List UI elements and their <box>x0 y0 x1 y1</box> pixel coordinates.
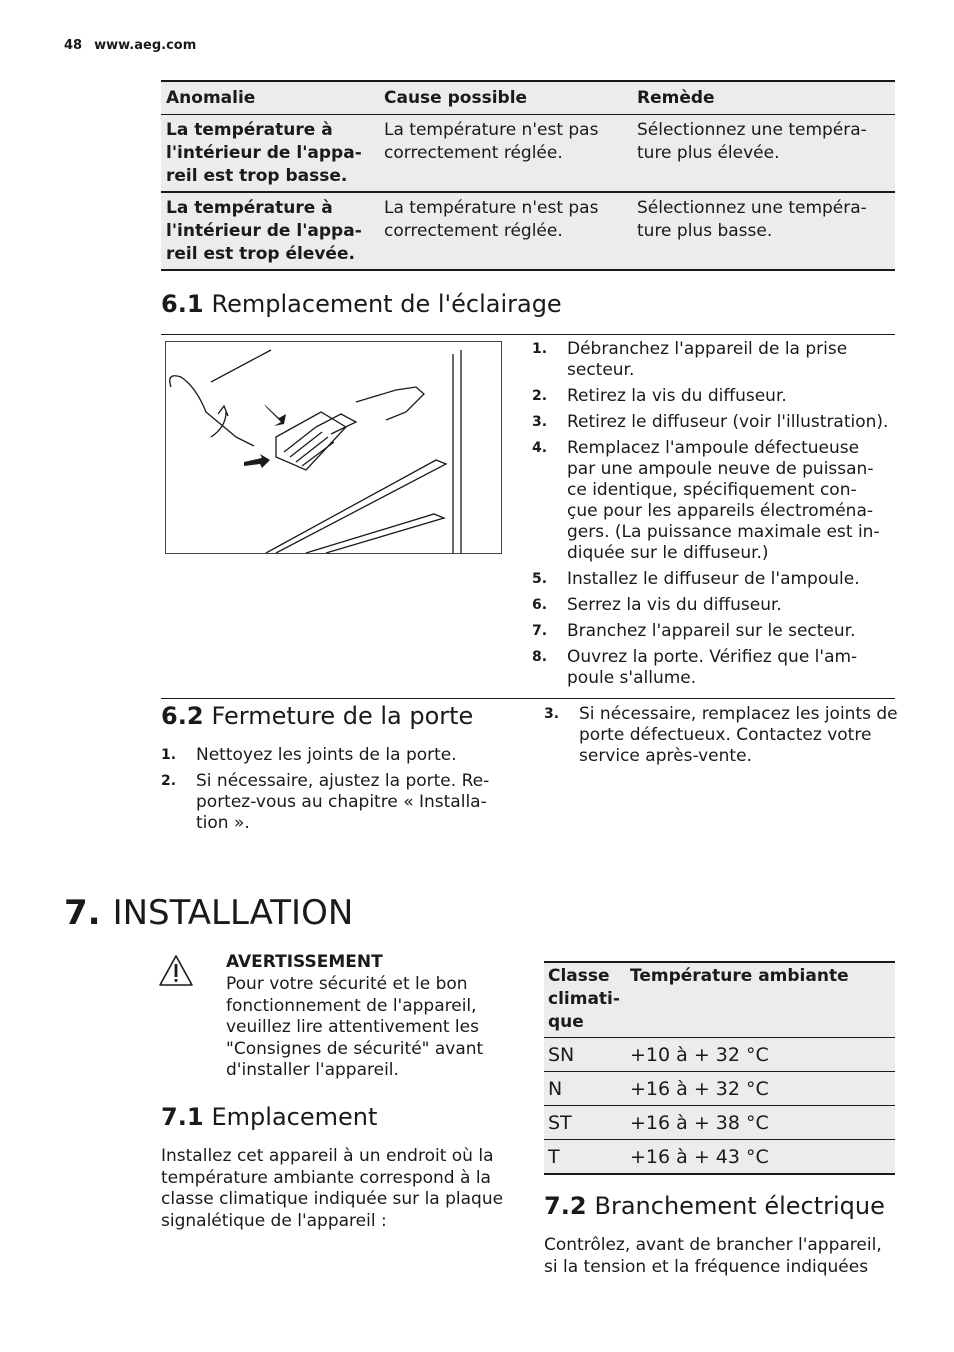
section-heading-6-2 <box>161 702 473 730</box>
step-text: Branchez l'appareil sur le secteur. <box>567 621 856 641</box>
column-header-cause: Cause possible <box>384 88 528 108</box>
site-url[interactable]: www.aeg.com <box>94 38 197 53</box>
table-cell: ST <box>548 1111 572 1134</box>
table-cell: +16 à + 38 °C <box>630 1111 769 1134</box>
table-row <box>544 1072 895 1106</box>
step-number: 3. <box>532 414 548 430</box>
table-header-row <box>161 80 895 115</box>
door-steps-list-right <box>544 704 904 772</box>
column-header-class: Classe climati- que <box>548 966 620 1032</box>
table-cell: Sélectionnez une tempéra- ture plus élevée. <box>637 120 867 163</box>
page-number: 48 <box>64 38 83 53</box>
step-number: 6. <box>532 597 548 613</box>
chapter-number: 7. <box>64 893 101 933</box>
list-item <box>532 621 897 642</box>
table-cell: La température à l'intérieur de l'appa- reil est trop élevée. <box>166 198 362 264</box>
table-cell: La température à l'intérieur de l'appa- reil est trop basse. <box>166 120 362 186</box>
step-number: 1. <box>161 747 177 763</box>
list-item <box>532 412 897 433</box>
section-heading-6-1 <box>161 290 562 318</box>
step-text: Retirez le diffuseur (voir l'illustration). <box>567 412 889 432</box>
list-item <box>532 569 897 590</box>
step-number: 2. <box>161 773 177 789</box>
step-text: Serrez la vis du diffuseur. <box>567 595 782 615</box>
section-number: 6.1 <box>161 290 204 318</box>
table-cell: Sélectionnez une tempéra- ture plus basse. <box>637 198 867 241</box>
warning-icon <box>158 953 194 989</box>
table-header-row <box>544 961 895 1038</box>
step-number: 5. <box>532 571 548 587</box>
troubleshooting-table <box>161 80 895 271</box>
chapter-heading <box>64 893 353 933</box>
list-item <box>532 339 897 381</box>
section-title: Branchement électrique <box>594 1192 885 1220</box>
step-text: Remplacez l'ampoule défectueuse par une ampoule neuve de puissan- ce identique, spécifiquement con- çue pour les appareils électroména- gers. (La puissance maximale est in- diquée sur le diffuseur.) <box>567 438 880 563</box>
step-number: 4. <box>532 440 548 456</box>
list-item <box>544 704 904 767</box>
section-number: 7.2 <box>544 1192 587 1220</box>
list-item <box>532 595 897 616</box>
list-item <box>532 438 897 564</box>
section-title: Remplacement de l'éclairage <box>211 290 562 318</box>
step-number: 1. <box>532 341 548 357</box>
step-text: Si nécessaire, remplacez les joints de porte défectueux. Contactez votre service après-vente. <box>579 704 898 766</box>
lamp-replacement-illustration <box>165 341 502 554</box>
table-cell: +16 à + 32 °C <box>630 1077 769 1100</box>
location-paragraph: Installez cet appareil à un endroit où la température ambiante correspond à la classe climatique indiquée sur la plaque signalétique de l'appareil : <box>161 1146 504 1231</box>
step-text: Débranchez l'appareil de la prise secteur. <box>567 339 848 380</box>
section-heading-7-2 <box>544 1192 885 1220</box>
step-text: Installez le diffuseur de l'ampoule. <box>567 569 860 589</box>
section-number: 6.2 <box>161 702 204 730</box>
table-cell: N <box>548 1077 563 1100</box>
list-item <box>161 745 506 766</box>
step-text: Ouvrez la porte. Vérifiez que l'am- poule s'allume. <box>567 647 858 688</box>
section-heading-7-1 <box>161 1103 377 1131</box>
section-title: Fermeture de la porte <box>211 702 474 730</box>
section-title: Emplacement <box>211 1103 378 1131</box>
page-header <box>64 38 196 53</box>
step-number: 2. <box>532 388 548 404</box>
column-header-anomaly: Anomalie <box>166 88 256 108</box>
section-divider <box>161 698 895 699</box>
warning-text: Pour votre sécurité et le bon fonctionnement de l'appareil, veuillez lire attentivement les "Consignes de sécurité" avant d'installer l'appareil. <box>226 974 484 1080</box>
table-row <box>161 115 895 193</box>
table-cell: +10 à + 32 °C <box>630 1043 769 1066</box>
table-row <box>161 193 895 271</box>
step-text: Si nécessaire, ajustez la porte. Re- portez-vous au chapitre « Installa- tion ». <box>196 771 490 833</box>
step-number: 3. <box>544 706 560 722</box>
warning-title: AVERTISSEMENT <box>226 952 383 972</box>
table-cell: La température n'est pas correctement réglée. <box>384 120 599 163</box>
table-row <box>544 1106 895 1140</box>
electrical-paragraph: Contrôlez, avant de brancher l'appareil, si la tension et la fréquence indiquées <box>544 1235 882 1277</box>
list-item <box>161 771 506 834</box>
illustration-drawing <box>166 342 501 553</box>
table-cell: T <box>548 1145 560 1168</box>
list-item <box>532 647 897 689</box>
table-cell: +16 à + 43 °C <box>630 1145 769 1168</box>
column-header-remedy: Remède <box>637 88 715 108</box>
list-item <box>532 386 897 407</box>
column-header-temperature: Température ambiante <box>630 966 849 986</box>
table-row <box>544 1140 895 1175</box>
table-cell: La température n'est pas correctement réglée. <box>384 198 599 241</box>
step-number: 8. <box>532 649 548 665</box>
chapter-title: INSTALLATION <box>112 893 354 933</box>
step-number: 7. <box>532 623 548 639</box>
climate-class-table <box>544 961 895 1175</box>
section-number: 7.1 <box>161 1103 204 1131</box>
section-divider <box>161 334 895 335</box>
step-text: Retirez la vis du diffuseur. <box>567 386 787 406</box>
table-cell: SN <box>548 1043 575 1066</box>
door-steps-list-left <box>161 745 506 839</box>
step-text: Nettoyez les joints de la porte. <box>196 745 457 765</box>
table-row <box>544 1038 895 1072</box>
lamp-steps-list <box>532 339 897 694</box>
